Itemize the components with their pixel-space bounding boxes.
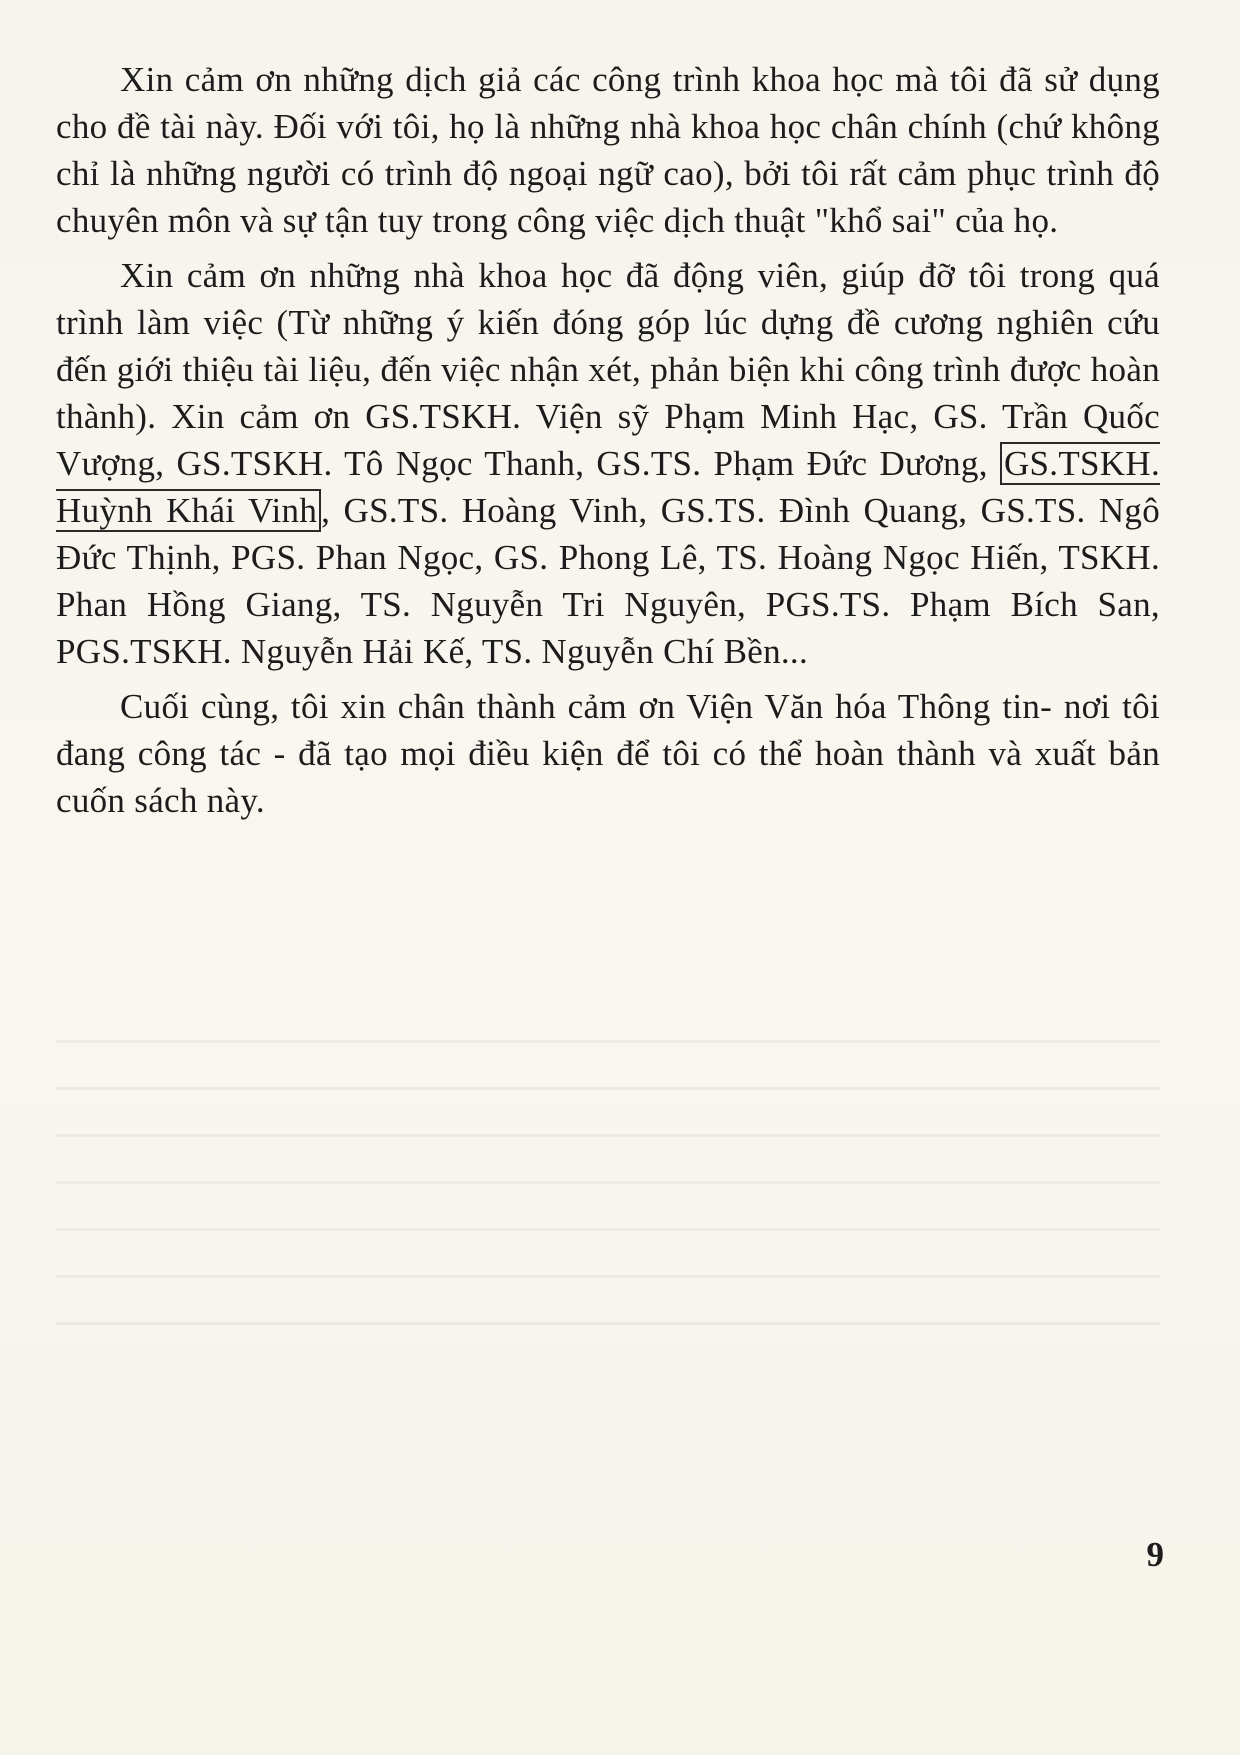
highlighted-name: GS.TSKH. Huỳnh Khái Vinh	[56, 444, 1160, 530]
paragraph-institute: Cuối cùng, tôi xin chân thành cảm ơn Viện Văn hóa Thông tin- nơi tôi đang công tác - đã tạo mọi điều kiện để tôi có thể hoàn thành và xuất bản cuốn sách này.	[56, 687, 1160, 820]
body-text	[56, 56, 1160, 832]
show-through-text	[56, 1040, 1160, 1400]
page-number: 9	[1146, 1535, 1164, 1574]
paragraph-translators: Xin cảm ơn những dịch giả các công trình khoa học mà tôi đã sử dụng cho đề tài này. Đối với tôi, họ là những nhà khoa học chân chính (chứ không chỉ là những người có trình độ ngoại ngữ cao), bởi tôi rất cảm phục trình độ chuyên môn và sự tận tuy trong công việc dịch thuật "khổ sai" của họ.	[56, 60, 1160, 240]
paragraph-scientists-after: , GS.TS. Hoàng Vinh, GS.TS. Đình Quang, GS.TS. Ngô Đức Thịnh, PGS. Phan Ngọc, GS. Phong Lê, TS. Hoàng Ngọc Hiến, TSKH. Phan Hồng Giang, TS. Nguyễn Tri Nguyên, PGS.TS. Phạm Bích San, PGS.TSKH. Nguyễn Hải Kế, TS. Nguyễn Chí Bền...	[56, 491, 1161, 671]
paragraph-scientists-before: Xin cảm ơn những nhà khoa học đã động viên, giúp đỡ tôi trong quá trình làm việc (Từ những ý kiến đóng góp lúc dựng đề cương nghiên cứu đến giới thiệu tài liệu, đến việc nhận xét, phản biện khi công trình được hoàn thành). Xin cảm ơn GS.TSKH. Viện sỹ Phạm Minh Hạc, GS. Trần Quốc Vượng, GS.TSKH. Tô Ngọc Thanh, GS.TS. Phạm Đức Dương,	[56, 256, 1160, 483]
paragraph-scientists	[56, 252, 1160, 675]
